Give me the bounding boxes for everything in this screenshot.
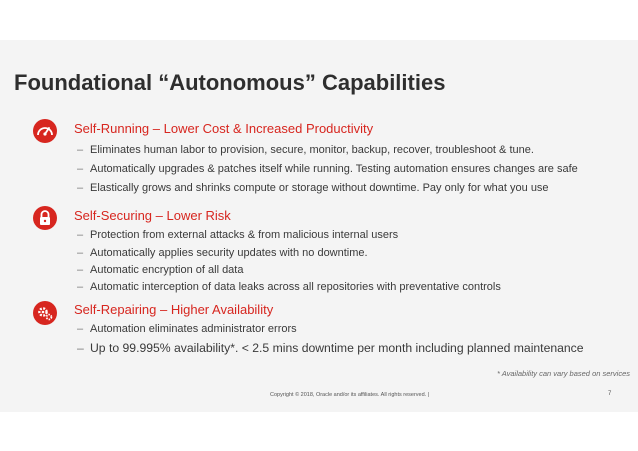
- bullet-item: – Automatically applies security updates with no downtime.: [77, 247, 368, 259]
- bullet-item: – Automation eliminates administrator errors: [77, 323, 297, 335]
- bullet-item: – Automatic encryption of all data: [77, 264, 244, 276]
- bullet-item: – Elastically grows and shrinks compute or storage without downtime. Pay only for what you use: [77, 182, 549, 194]
- bullet-item: – Protection from external attacks & from malicious internal users: [77, 229, 399, 241]
- speedometer-icon: [33, 119, 57, 143]
- availability-footnote: * Availability can vary based on services: [497, 369, 630, 378]
- page-number: 7: [608, 391, 612, 397]
- section-heading-self-running: Self-Running – Lower Cost & Increased Productivity: [74, 121, 374, 136]
- section-heading-self-securing: Self-Securing – Lower Risk: [74, 208, 231, 223]
- bullet-item: – Up to 99.995% availability*. < 2.5 mins downtime per month including planned maintenance: [77, 341, 584, 355]
- lock-icon: [33, 206, 57, 230]
- gears-icon: [33, 301, 57, 325]
- copyright-footer: Copyright © 2018, Oracle and/or its affiliates. All rights reserved. |: [270, 392, 430, 398]
- section-heading-self-repairing: Self-Repairing – Higher Availability: [74, 302, 274, 317]
- bullet-item: – Eliminates human labor to provision, secure, monitor, backup, recover, troubleshoot & tune.: [77, 144, 534, 156]
- bullet-item: – Automatic interception of data leaks across all repositories with preventative controls: [77, 281, 501, 293]
- bullet-item: – Automatically upgrades & patches itself while running. Testing automation ensures changes are safe: [77, 163, 578, 175]
- slide-title: Foundational “Autonomous” Capabilities: [14, 70, 446, 95]
